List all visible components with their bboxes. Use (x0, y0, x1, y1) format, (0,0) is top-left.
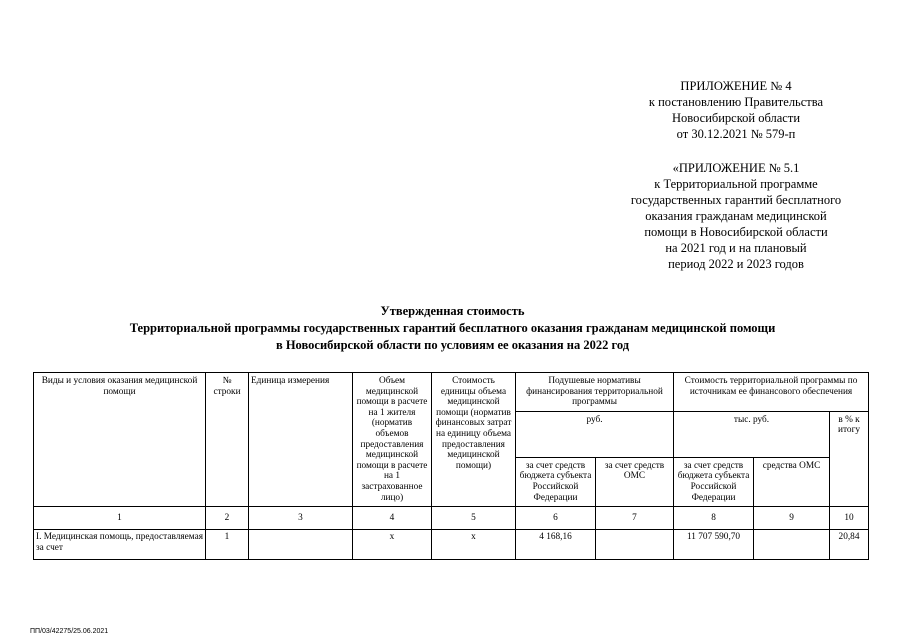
cell-per-capita-oms (596, 530, 674, 560)
title-line: в Новосибирской области по условиям ее оказания на 2022 год (275, 338, 630, 352)
appendix-line: «ПРИЛОЖЕНИЕ № 5.1 (672, 161, 800, 175)
header-per-capita: Подушевые нормативы финансирования территориальной программы (516, 373, 674, 412)
header-row (34, 373, 869, 412)
appendix-line: государственных гарантий бесплатного (630, 193, 842, 207)
appendix-line: оказания гражданам медицинской (645, 209, 827, 223)
header-volume: Объем медицинской помощи в расчете на 1 жителя (норматив объемов предоставления медицинской помощи в расчете на 1 застрахованное лицо) (353, 373, 432, 507)
column-number: 6 (516, 507, 596, 530)
appendix-line: помощи в Новосибирской области (644, 225, 828, 239)
header-oms: средства ОМС (754, 457, 830, 506)
cell-cost-budget: 11 707 590,70 (674, 530, 754, 560)
title-line: Территориальной программы государственных гарантий бесплатного оказания гражданам медицинской помощи (129, 321, 776, 335)
header-oms: за счет средств ОМС (596, 457, 674, 506)
appendix-line: от 30.12.2021 № 579-п (676, 127, 796, 141)
header-thous-rub: тыс. руб. (674, 411, 830, 457)
column-number: 9 (754, 507, 830, 530)
column-number: 5 (432, 507, 516, 530)
cell-row-no: 1 (206, 530, 249, 560)
column-number: 3 (249, 507, 353, 530)
cell-volume: х (353, 530, 432, 560)
header-budget: за счет средств бюджета субъекта Российской Федерации (516, 457, 596, 506)
column-number: 2 (206, 507, 249, 530)
table-row (34, 530, 869, 560)
appendix-line: к Территориальной программе (654, 177, 818, 191)
appendix-line: ПРИЛОЖЕНИЕ № 4 (680, 79, 792, 93)
appendix-line: Новосибирской области (671, 111, 801, 125)
header-row-no: № строки (206, 373, 249, 507)
header-unit: Единица измерения (249, 373, 353, 507)
cell-pct: 20,84 (830, 530, 869, 560)
column-number: 10 (830, 507, 869, 530)
cell-cost: х (432, 530, 516, 560)
footer-code: ПП/03/42275/25.06.2021 (30, 628, 109, 635)
header-budget: за счет средств бюджета субъекта Российской Федерации (674, 457, 754, 506)
appendix-gap (580, 142, 892, 160)
appendix-line: к постановлению Правительства (648, 95, 824, 109)
cost-table (33, 372, 869, 560)
column-number: 1 (34, 507, 206, 530)
column-number: 8 (674, 507, 754, 530)
appendix-line: на 2021 год и на плановый (665, 241, 807, 255)
cell-type: I. Медицинская помощь, предоставляемая за счет (34, 530, 206, 560)
cell-cost-oms (754, 530, 830, 560)
column-number: 4 (353, 507, 432, 530)
header-cost: Стоимость единицы объема медицинской помощи (норматив финансовых затрат на единицу объема предоставления медицинской помощи) (432, 373, 516, 507)
document-title (40, 303, 865, 354)
column-number: 7 (596, 507, 674, 530)
cell-unit (249, 530, 353, 560)
header-pct: в % к итогу (830, 411, 869, 506)
header-program-cost: Стоимость территориальной программы по источникам ее финансового обеспечения (674, 373, 869, 412)
appendix-block (580, 78, 892, 272)
column-number-row (34, 507, 869, 530)
header-rub: руб. (516, 411, 674, 457)
title-line: Утвержденная стоимость (380, 304, 525, 318)
appendix-line: период 2022 и 2023 годов (668, 257, 804, 271)
cell-per-capita-budget: 4 168,16 (516, 530, 596, 560)
header-types: Виды и условия оказания медицинской помощи (34, 373, 206, 507)
